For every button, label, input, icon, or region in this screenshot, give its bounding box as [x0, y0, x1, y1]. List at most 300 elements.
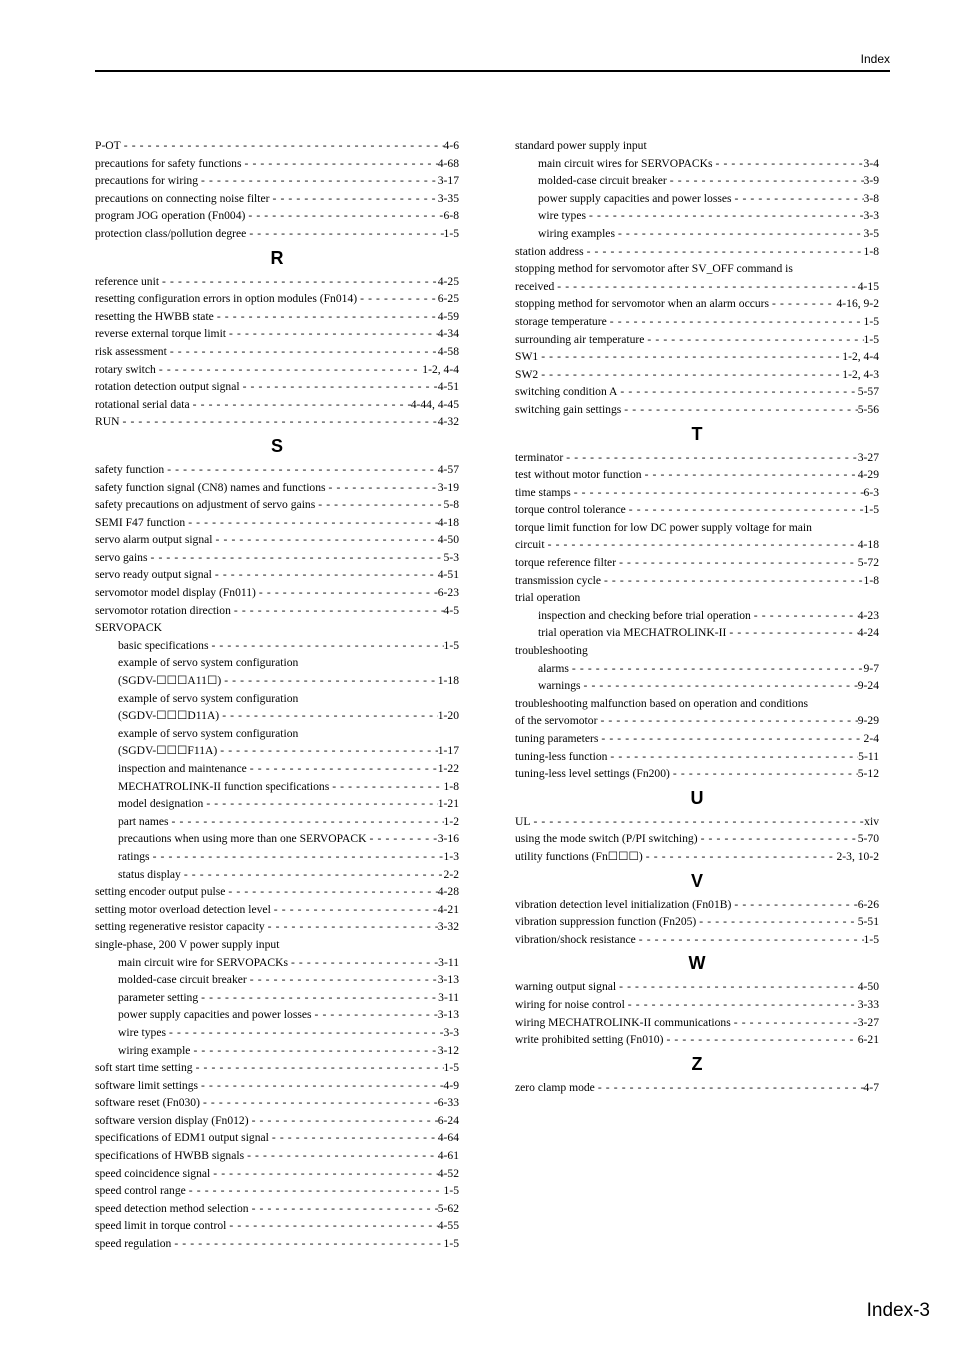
index-entry: [515, 660, 879, 678]
dot-leader: [167, 343, 438, 361]
page-reference: 4-44, 4-45: [410, 397, 459, 411]
page-reference: 3-27: [857, 1015, 879, 1029]
index-term: SW1: [515, 350, 539, 364]
index-term: precautions for wiring: [95, 174, 199, 188]
index-term: part names: [118, 814, 169, 828]
page-reference: 1-3: [443, 849, 459, 863]
index-entry: [515, 331, 879, 349]
index-term: reverse external torque limit: [95, 327, 227, 341]
dot-leader: [210, 1165, 437, 1183]
dot-leader: [571, 484, 864, 502]
index-entry: [95, 378, 459, 396]
index-term: molded-case circuit breaker: [118, 973, 247, 987]
page-reference: 3-13: [437, 973, 459, 987]
dot-leader: [150, 848, 444, 866]
index-term: precautions for safety functions: [95, 156, 242, 170]
index-entry: [95, 672, 459, 690]
dot-leader: [607, 748, 858, 766]
dot-leader: [225, 883, 437, 901]
index-term: wire types: [118, 1025, 166, 1039]
index-term: time stamps: [515, 485, 571, 499]
dot-leader: [166, 1024, 444, 1042]
index-entry: [515, 207, 879, 225]
index-entry: [515, 366, 879, 384]
dot-leader: [326, 479, 438, 497]
page-reference: 3-19: [437, 480, 459, 494]
index-term: reference unit: [95, 274, 160, 288]
index-term: molded-case circuit breaker: [538, 174, 667, 188]
page-reference: 1-5: [443, 226, 459, 240]
index-term: parameter setting: [118, 990, 199, 1004]
page-reference: 1-5: [863, 503, 879, 517]
index-entry: [95, 1094, 459, 1112]
index-term: speed detection method selection: [95, 1201, 249, 1215]
dot-leader: [315, 496, 443, 514]
dot-leader: [171, 1235, 443, 1253]
page-reference: 4-9: [443, 1078, 459, 1092]
page-reference: 5-8: [443, 498, 459, 512]
page-reference: 5-12: [857, 767, 879, 781]
page-reference: 4-64: [437, 1131, 459, 1145]
page-reference: 4-59: [437, 309, 459, 323]
page-reference: 3-4: [863, 156, 879, 170]
index-entry: [95, 461, 459, 479]
index-term: surrounding air temperature: [515, 332, 645, 346]
index-entry: [95, 1112, 459, 1130]
index-term: safety function signal (CN8) names and functions: [95, 480, 326, 494]
page-reference: 4-32: [437, 415, 459, 429]
index-entry: [515, 848, 879, 866]
page-reference: 4-34: [437, 327, 459, 341]
dot-leader: [226, 325, 438, 343]
page-reference: 1-5: [443, 1237, 459, 1251]
dot-leader: [226, 1217, 437, 1235]
dot-leader: [186, 1182, 444, 1200]
index-term: soft start time setting: [95, 1061, 193, 1075]
index-term: utility functions (Fn☐☐☐): [515, 849, 643, 863]
page-reference: 5-57: [857, 385, 879, 399]
index-entry: [95, 155, 459, 173]
page-reference: 4-28: [437, 885, 459, 899]
index-entry: [95, 1024, 459, 1042]
dot-leader: [538, 366, 842, 384]
dot-leader: [732, 190, 864, 208]
page-reference: 3-9: [863, 174, 879, 188]
index-term: alarms: [538, 661, 569, 675]
page-reference: xiv: [864, 814, 879, 828]
dot-leader: [598, 730, 863, 748]
page-reference: 4-18: [857, 538, 879, 552]
index-term: wiring example: [118, 1043, 191, 1057]
dot-leader: [626, 501, 864, 519]
page-reference: 1-5: [443, 1061, 459, 1075]
index-column-right: [515, 137, 879, 1096]
page-reference: 4-5: [443, 603, 459, 617]
index-entry: [95, 584, 459, 602]
page-reference: 4-58: [437, 344, 459, 358]
index-term: setting regenerative resistor capacity: [95, 920, 265, 934]
index-entry: [95, 172, 459, 190]
page-reference: 6-8: [443, 209, 459, 223]
page-reference: 2-3, 10-2: [836, 849, 879, 863]
page-reference: 5-11: [858, 749, 879, 763]
page-reference: 3-3: [863, 209, 879, 223]
page-reference: 3-35: [437, 191, 459, 205]
page-reference: 6-3: [863, 485, 879, 499]
dot-leader: [616, 978, 858, 996]
index-term: write prohibited setting (Fn010): [515, 1033, 664, 1047]
section-letter-t: T: [691, 423, 703, 444]
index-entry: [515, 466, 879, 484]
page-reference: 9-7: [863, 661, 879, 675]
dot-leader: [643, 848, 837, 866]
index-entry: [515, 813, 879, 831]
dot-leader: [231, 602, 444, 620]
index-heading: single-phase, 200 V power supply input: [95, 937, 280, 951]
page-reference: 1-5: [443, 638, 459, 652]
index-term: wiring MECHATROLINK-II communications: [515, 1015, 731, 1029]
index-entry: [515, 996, 879, 1014]
index-entry: [95, 273, 459, 291]
dot-leader: [726, 624, 857, 642]
index-term: setting motor overload detection level: [95, 902, 271, 916]
index-term: safety function: [95, 462, 165, 476]
section-letter-u: U: [690, 787, 704, 808]
page-reference: 2-2: [443, 867, 459, 881]
page-reference: 4-6: [443, 139, 459, 152]
index-term: risk assessment: [95, 344, 167, 358]
index-term: main circuit wire for SERVOPACKs: [118, 955, 288, 969]
page-reference: 1-17: [437, 744, 459, 758]
page-reference: 1-5: [443, 1184, 459, 1198]
index-term: protection class/pollution degree: [95, 226, 247, 240]
page-reference: 4-21: [437, 902, 459, 916]
page-reference: 3-16: [437, 832, 459, 846]
page-reference: 3-5: [863, 226, 879, 240]
page-reference: 1-8: [443, 779, 459, 793]
index-entry: [515, 243, 879, 261]
dot-leader: [249, 1112, 438, 1130]
index-entry: [95, 1165, 459, 1183]
dot-leader: [357, 290, 438, 308]
index-entry: [95, 343, 459, 361]
index-term: rotary switch: [95, 362, 156, 376]
page-reference: 6-21: [857, 1033, 879, 1047]
index-entry: [515, 931, 879, 949]
index-term: safety precautions on adjustment of servo gains: [95, 498, 316, 512]
page-reference: 4-23: [857, 608, 879, 622]
index-term: SW2: [515, 367, 539, 381]
index-entry: [515, 172, 879, 190]
index-entry: [95, 514, 459, 532]
page-reference: 1-2: [443, 814, 459, 828]
index-entry: [515, 978, 879, 996]
dot-leader: [208, 637, 443, 655]
index-column-left: [95, 137, 459, 1253]
index-heading: example of servo system configuration: [118, 656, 299, 670]
index-term: storage temperature: [515, 314, 607, 328]
index-term: station address: [515, 244, 584, 258]
dot-leader: [554, 278, 857, 296]
index-entry: [95, 496, 459, 514]
index-entry: [95, 866, 459, 884]
dot-leader: [644, 331, 863, 349]
dot-leader: [696, 913, 857, 931]
index-entry: [95, 207, 459, 225]
index-term: model designation: [118, 797, 204, 811]
index-term: warnings: [538, 679, 581, 693]
dot-leader: [271, 901, 438, 919]
page-reference: 3-27: [857, 450, 879, 464]
index-term: specifications of EDM1 output signal: [95, 1131, 269, 1145]
dot-leader: [530, 813, 864, 831]
index-entry: [95, 479, 459, 497]
dot-leader: [185, 514, 438, 532]
page-reference: 4-50: [437, 533, 459, 547]
index-term: tuning-less level settings (Fn200): [515, 767, 670, 781]
index-entry: [515, 155, 879, 173]
dot-leader: [247, 971, 438, 989]
page-reference: 6-24: [437, 1113, 459, 1127]
index-entry: [95, 954, 459, 972]
index-entry: [95, 778, 459, 796]
dot-leader: [563, 449, 857, 467]
index-term: speed coincidence signal: [95, 1166, 211, 1180]
page-reference: 6-33: [437, 1096, 459, 1110]
index-term: warning output signal: [515, 980, 617, 994]
index-entry: [515, 536, 879, 554]
index-term: inspection and maintenance: [118, 762, 247, 775]
index-term: precautions when using more than one SERVOPACK: [118, 832, 367, 846]
index-term: zero clamp mode: [515, 1080, 595, 1094]
dot-leader: [607, 313, 864, 331]
page-reference: 3-11: [438, 990, 459, 1004]
page-reference: 4-61: [437, 1149, 459, 1163]
index-entry: [95, 830, 459, 848]
index-term: software reset (Fn030): [95, 1096, 200, 1110]
index-term: test without motor function: [515, 468, 642, 482]
index-entry: [515, 748, 879, 766]
index-term: circuit: [515, 538, 545, 552]
page-reference: 4-57: [437, 462, 459, 476]
index-entry: [515, 572, 879, 590]
index-entry: [95, 396, 459, 414]
page-reference: 1-2, 4-4: [422, 362, 459, 376]
page-reference: 3-8: [863, 191, 879, 205]
index-entry: [95, 361, 459, 379]
page-number: Index-3: [866, 1300, 930, 1321]
index-entry: [95, 1042, 459, 1060]
index-term: ratings: [118, 849, 150, 863]
index-term: servomotor rotation direction: [95, 603, 231, 617]
page-reference: 1-5: [863, 314, 879, 328]
dot-leader: [121, 137, 444, 155]
page-reference: 4-68: [437, 156, 459, 170]
page-reference: 1-22: [437, 762, 459, 775]
dot-leader: [265, 918, 438, 936]
page-reference: 9-29: [857, 714, 879, 728]
index-term: rotational serial data: [95, 397, 190, 411]
dot-leader: [198, 989, 438, 1007]
index-term: resetting configuration errors in option modules (Fn014): [95, 292, 358, 306]
index-entry: [95, 549, 459, 567]
index-term: power supply capacities and power losses: [118, 1008, 312, 1022]
index-term: servomotor model display (Fn011): [95, 586, 256, 600]
dot-leader: [240, 378, 438, 396]
index-entry: [95, 971, 459, 989]
page-reference: 5-72: [857, 556, 879, 570]
index-entry: [515, 554, 879, 572]
dot-leader: [169, 813, 444, 831]
index-entry: [95, 1182, 459, 1200]
index-term: servo alarm output signal: [95, 533, 213, 547]
index-entry: [95, 901, 459, 919]
page-reference: 1-5: [863, 332, 879, 346]
page-header: [95, 50, 890, 72]
page-reference: 1-5: [863, 932, 879, 946]
index-entry: [95, 225, 459, 243]
index-term: transmission cycle: [515, 573, 601, 587]
index-term: (SGDV-☐☐☐A11☐): [118, 674, 222, 688]
dot-leader: [667, 172, 864, 190]
dot-leader: [670, 765, 858, 783]
index-heading: troubleshooting malfunction based on operation and conditions: [515, 696, 809, 710]
index-entry: [95, 190, 459, 208]
dot-leader: [538, 348, 842, 366]
index-term: torque control tolerance: [515, 503, 626, 517]
section-letter-v: V: [690, 870, 703, 891]
index-entry: [95, 413, 459, 431]
index-entry: [95, 1077, 459, 1095]
index-entry: [95, 1006, 459, 1024]
index-term: trial operation via MECHATROLINK-II: [538, 626, 727, 640]
index-term: vibration suppression function (Fn205): [515, 915, 697, 929]
index-entry: [95, 531, 459, 549]
index-entry: [515, 677, 879, 695]
dot-leader: [751, 607, 858, 625]
dot-leader: [597, 712, 857, 730]
index-heading: example of servo system configuration: [118, 726, 299, 740]
index-term: tuning-less function: [515, 749, 608, 763]
page-reference: 5-51: [857, 915, 879, 929]
dot-leader: [200, 1094, 438, 1112]
index-entry: [515, 501, 879, 519]
index-entry: [95, 848, 459, 866]
index-term: power supply capacities and power losses: [538, 191, 732, 205]
index-entry: [95, 883, 459, 901]
section-letter-w: W: [688, 953, 706, 974]
index-entry: [515, 1031, 879, 1049]
index-entry: [515, 1014, 879, 1032]
index-entry: [515, 830, 879, 848]
section-letter-s: S: [270, 435, 283, 456]
page-reference: 5-3: [443, 550, 459, 564]
page-reference: 9-24: [857, 679, 879, 693]
index-entry: [95, 989, 459, 1007]
dot-leader: [241, 155, 437, 173]
dot-leader: [214, 308, 438, 326]
index-term: main circuit wires for SERVOPACKs: [538, 156, 713, 170]
index-term: received: [515, 279, 555, 293]
dot-leader: [245, 207, 443, 225]
index-entry: [95, 308, 459, 326]
index-heading: torque limit function for low DC power supply voltage for main: [515, 520, 812, 534]
dot-leader: [198, 172, 438, 190]
dot-leader: [213, 531, 438, 549]
index-term: vibration/shock resistance: [515, 932, 636, 946]
dot-leader: [601, 572, 864, 590]
index-entry: [95, 760, 459, 778]
page-reference: 3-13: [437, 1008, 459, 1022]
index-term: software version display (Fn012): [95, 1113, 249, 1127]
page-reference: 4-51: [437, 380, 459, 394]
page-reference: 3-3: [443, 1025, 459, 1039]
index-term: software limit settings: [95, 1078, 199, 1092]
index-entry: [95, 1235, 459, 1253]
page-reference: 4-55: [437, 1219, 459, 1233]
index-term: speed control range: [95, 1184, 186, 1198]
index-term: (SGDV-☐☐☐F11A): [118, 744, 218, 758]
dot-leader: [329, 778, 443, 796]
index-heading: standard power supply input: [515, 139, 647, 152]
index-entry: [95, 137, 459, 155]
index-entry: [95, 1217, 459, 1235]
section-letter-z: Z: [691, 1053, 703, 1074]
dot-leader: [164, 461, 438, 479]
index-entry: [95, 1147, 459, 1165]
page-reference: 5-62: [437, 1201, 459, 1215]
dot-leader: [584, 243, 864, 261]
index-entry: [95, 602, 459, 620]
dot-leader: [221, 672, 438, 690]
index-entry: [95, 1059, 459, 1077]
index-term: wiring for noise control: [515, 997, 625, 1011]
index-entry: [95, 918, 459, 936]
page-reference: 1-8: [863, 573, 879, 587]
index-entry: [95, 742, 459, 760]
page-reference: 1-2, 4-3: [842, 367, 879, 381]
dot-leader: [663, 1031, 857, 1049]
index-term: speed regulation: [95, 1237, 172, 1251]
section-letter-r: R: [270, 247, 284, 268]
page-reference: 4-24: [857, 626, 879, 640]
index-term: P-OT: [95, 139, 121, 152]
index-term: MECHATROLINK-II function specifications: [118, 779, 330, 793]
dot-leader: [712, 155, 863, 173]
index-entry: [95, 325, 459, 343]
page-reference: 1-21: [437, 797, 459, 811]
dot-leader: [193, 1059, 444, 1077]
index-heading: troubleshooting: [515, 644, 588, 658]
dot-leader: [625, 996, 858, 1014]
page-reference: 3-33: [857, 997, 879, 1011]
index-term: tuning parameters: [515, 732, 599, 745]
index-entry: [515, 913, 879, 931]
dot-leader: [545, 536, 858, 554]
header-title: Index: [860, 52, 890, 66]
index-heading: trial operation: [515, 591, 581, 605]
dot-leader: [586, 207, 864, 225]
page-reference: 4-52: [437, 1166, 459, 1180]
dot-leader: [198, 1077, 443, 1095]
page-reference: 3-12: [437, 1043, 459, 1057]
dot-leader: [617, 383, 857, 401]
index-term: program JOG operation (Fn004): [95, 209, 246, 223]
dot-leader: [249, 1200, 438, 1218]
dot-leader: [615, 225, 864, 243]
page-reference: 6-25: [437, 292, 459, 306]
page-reference: 1-8: [863, 244, 879, 258]
